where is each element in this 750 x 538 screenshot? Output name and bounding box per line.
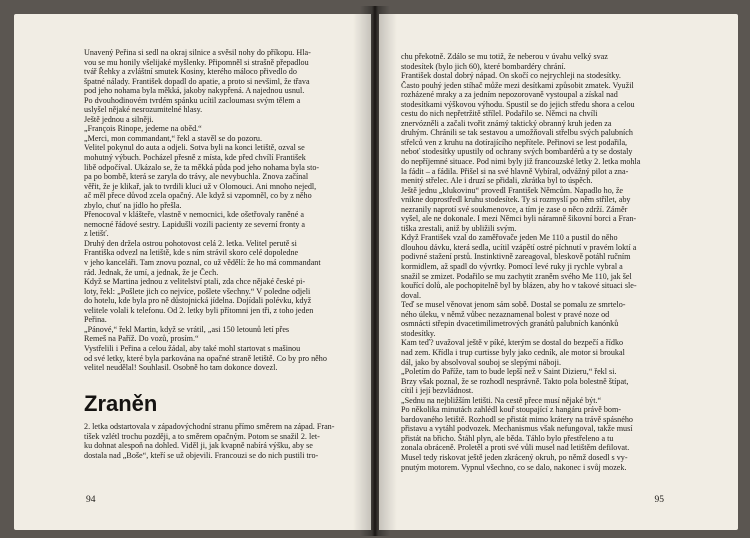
text-line: přistát na břicho. Štáhl plyn, ale běda. Táhlo bylo přestřeleno a tu	[401, 433, 614, 443]
text-line: cestu do nich nepřetržitě střílel. Podařilo se. Němci na chvíli	[401, 109, 598, 119]
text-line: nemocné řádové sestry. Lapidušli vozili pacienty ze severní fronty a	[84, 219, 306, 229]
text-line: neboť stodesítky upustily od ochrany svých bombardérů a ty se dostaly	[401, 147, 633, 157]
text-line: František dostal dobrý nápad. On skočí co nejrychleji na stodesítky.	[401, 71, 621, 81]
page-number-left: 94	[86, 495, 96, 505]
text-line: loty, řekl: „Pošlete jich co nejvíce, pošlete všechny.“ V poledne odjeli	[84, 286, 311, 296]
text-line: dál, jako by absolvoval souboj se slepými náboji.	[401, 357, 561, 367]
text-line: nezranily naprotí své soukmenovce, a tím je zase o něco zdrží. Záměr	[401, 204, 628, 214]
text-line: „Poletím do Paříže, tam to bude lepší než v Saint Dizieru,“ řekl si.	[401, 367, 617, 377]
text-line: tíšek vzlétl trochu později, a to směrem opačným. Potom se snažil 2. let-	[84, 431, 320, 441]
text-line: mohutný výbuch. Pocházel přesně z místa, kde před chvílí František	[84, 153, 306, 163]
right-page-gutter-shadow	[379, 14, 397, 530]
text-line: dostala nad „Boše“, kteří se už objevili. Francouzi se do nich pustili tro-	[84, 450, 319, 460]
text-line: velitele volali k telefonu. Od 2. letky byli přítomni jen tři, z toho jeden	[84, 305, 314, 315]
text-line: „Merci, mon commandant,“ řekl a stavěl se do pozoru.	[84, 133, 263, 143]
text-line: stodesítek (bylo jich 60), které bombardéry chrání.	[401, 61, 566, 71]
text-line: la fádit – a fádila. Přišel si na své hlavně Vybíral, odvážný pilot a zna-	[401, 166, 629, 176]
text-line: tiška zrestali, aniž by ubližili svým.	[401, 223, 517, 233]
text-line: Peřina.	[84, 315, 107, 325]
text-line: Když František vzal do zaměřovače jeden Me 110 a pustil do něho	[401, 233, 618, 243]
text-line: „Pánové,“ řekl Martin, když se vrátil, „asi 150 letounů letí přes	[84, 324, 290, 334]
text-line: nad zem. Křídla i trup curtisse byly jako cedník, ale motor si broukal	[401, 347, 625, 357]
text-line: kouřící dolů, ale pochopitelně byl by blázen, aby ho v takové situaci sle-	[401, 281, 637, 291]
text-line: Často pouhý jeden stíhač může mezi desítkami způsobit zmatek. Využil	[401, 80, 634, 90]
text-line: dlouhou dávku, která sedla, ucítil vzápětí ostré píchnutí v pravém loktí a	[401, 242, 637, 252]
left-page-text-top	[84, 48, 351, 373]
text-line: rozházené mraky a za jedním nepozorovaně vystoupal a získal nad	[401, 90, 618, 100]
text-line: ného úleku, v němž vůbec nezaznamenal bolest v pravé noze od	[401, 309, 610, 319]
text-line: „François Rinope, jedeme na oběd.“	[84, 124, 202, 134]
text-line: pod jeho nohama byla měkká, jakoby nakypřená. A najednou usnul.	[84, 86, 305, 96]
text-line: stodesítkami výškovou výhodu. Spustil se do jejich středu shora a celou	[401, 99, 635, 109]
text-line: špatné nálady. František dopadl do apatie, a proto si nevšiml, že třava	[84, 76, 310, 86]
text-line: Unavený Peřina si sedl na okraj silnice a svěsil nohy do příkopu. Hla-	[84, 48, 311, 57]
text-line: velitel neudělal! Souhlasil. Osobně ho tam dokonce dovezl.	[84, 363, 278, 373]
text-line: Vystřelili i Peřina a celou žádal, aby také mohl startovat s mašinou	[84, 343, 301, 353]
text-line: Velitel pokynul do auta a odjeli. Sotva byli na konci letiště, ozval se	[84, 143, 305, 153]
text-line: rád. Jednak, že umí, a jednak, že je Čech.	[84, 267, 219, 277]
page-number-right: 95	[654, 495, 664, 505]
text-line: do hotelu, kde byla pro ně důstojnická jídelna. Dojídali polévku, když	[84, 296, 312, 306]
text-line: Ještě jednu „klukovinu“ provedl František Němcům. Napadlo ho, že	[401, 185, 624, 195]
text-line: tvář Řehky a zvláštní smutek Kosiny, kterého máloco přivedlo do	[84, 67, 297, 77]
text-line: libě odpočíval. Ukázalo se, že ta měkká půda pod jeho nohama byla sto-	[84, 162, 320, 172]
chapter-heading: Zraněn	[84, 391, 158, 416]
text-line: zonala obráceně. Proletěl a proti své vůli musel nad letištěm defilovat.	[401, 443, 630, 453]
text-line: Druhý den držela ostrou pohotovost celá 2. letka. Velitel perutě si	[84, 238, 297, 248]
text-line: zbylo, chuť na jídlo ho přešla.	[84, 200, 182, 210]
text-line: Františka odvezl na letiště, kde s ním strávil skoro celé dopoledne	[84, 248, 299, 258]
text-line: Přenocoval v klášteře, vlastně v nemocnici, kde ošetřovaly raněné a	[84, 210, 304, 220]
text-line: vyšel, ale ne dokonale. I mezi Němci byli náramně šikovní borci a Fran-	[401, 214, 637, 224]
text-line: střelců ven z kruhu na dotírajícího nepřítele. Peřinovi se lest podařila,	[401, 137, 628, 147]
text-line: znervózněli a začali tvořit známý taktický obranný kruh jeden za	[401, 118, 612, 128]
text-line: 2. letka odstartovala v západovýchodní stranu přímo směrem na západ. Fran-	[84, 422, 335, 431]
text-line: cítil i její bezvládnost.	[401, 386, 474, 396]
text-line: chu překotně. Zdálo se mu totiž, že neberou v úvahu velký svaz	[401, 52, 608, 61]
text-line: Kam teď? uvažoval ještě v píké, kterým se dostal do bezpečí a řídko	[401, 338, 624, 348]
text-line: kormidlem, až spadl do vývrtky. Pomocí levé ruky ji rychle vybral a	[401, 262, 623, 272]
text-line: osmnácti střepin dvacetimilimetrových granátů palubních kanónků	[401, 319, 619, 329]
text-line: pnutým motorem. Vypnul všechno, co se dalo, nakonec i svůj mozek.	[401, 462, 627, 472]
text-line: vnikne doprostředl kruhu stodesítek. Ty si rozmyslí po něm střílet, aby	[401, 195, 631, 205]
text-line: bardovaného letiště. Rozhodl se přistát mimo krátery na trávě spásného	[401, 414, 633, 424]
text-line: od své letky, které byla parkována na opačné straně letiště. Co by pro něho	[84, 353, 327, 363]
text-line: Po několika minutách zahlédl kouř stoupající z hangáru právě bom-	[401, 405, 621, 415]
left-page	[14, 14, 371, 530]
text-line: Brzy však poznal, že se rozhodl nesprávně. Takto pola bolestně štípat,	[401, 376, 629, 386]
text-line: uslyšel nějaké nesrozumitelné hlasy.	[84, 105, 203, 115]
right-page	[379, 14, 738, 530]
left-page-gutter-shadow	[353, 14, 371, 530]
text-line: z letišť.	[84, 229, 109, 239]
text-line: Teď se musel věnovat jenom sám sobě. Dostal se pomalu ze smrtelo-	[401, 300, 626, 310]
text-line: Remeš na Paříž. Do vozů, prosím.“	[84, 334, 199, 344]
text-line: podivné stažení prstů. Instinktivně zareagoval, bleskově potáhl ručním	[401, 252, 631, 262]
text-line: „Sednu na nejbližším letišti. Na cestě přece musí nějaké být.“	[401, 395, 602, 405]
text-line: pa po bombě, která se zaryla do trávy, ale nevybuchla. Znova začínal	[84, 172, 309, 182]
text-line: ku dohnat alespoň na dohled. Viděl ji, jak kvapně nabírá výšku, aby se	[84, 441, 313, 451]
text-line: do nepříjemné situace. Pod nimi byly již francouzské letky 2. letka mohla	[401, 157, 641, 167]
text-line: přistavu a vytáhl podvozek. Mechanismus však nefungoval, takže musí	[401, 424, 633, 434]
text-line: druhým. Chránili se tak sestavou a umožňovali střelbu svých palubních	[401, 128, 633, 138]
text-line: doval.	[401, 290, 422, 300]
text-line: ač měl přece důvod zcela opačný. Ale když si vzpomněl, co by z něho	[84, 191, 312, 201]
text-line: Musel tedy riskovat ještě jeden zkrácený okruh, po němž dosedl s vy-	[401, 452, 628, 462]
text-line: vou se mu honily všelijaké myšlenky. Připomněl si strašně přepadlou	[84, 57, 309, 67]
text-line: stodesítky.	[401, 328, 436, 338]
text-line: menitý střelec. Ale i druzí se přidali, zkrátka byl to úspěch.	[401, 176, 593, 186]
text-line: Po dvouhodinovém tvrdém spánku ucítil zaclouması svým tělem a	[84, 95, 301, 105]
text-line: Ještě jednou a silněji.	[84, 114, 154, 124]
right-page-text	[401, 52, 673, 472]
text-line: snažil se zmizet. Podařilo se mu zachytit zraněm svého Me 110, jak šel	[401, 271, 632, 281]
text-line: věřit, že je klikař, jak to tvrdili kluci už v Olomouci. Ani mnoho nejedl,	[84, 181, 317, 191]
left-page-text-bottom	[84, 422, 351, 460]
text-line: v jeho kanceláři. Tam znovu poznal, co už vědělí: že ho má commandant	[84, 258, 321, 268]
text-line: Když se Martina jednou z velitelství ptali, zda chce nějaké české pi-	[84, 277, 306, 287]
